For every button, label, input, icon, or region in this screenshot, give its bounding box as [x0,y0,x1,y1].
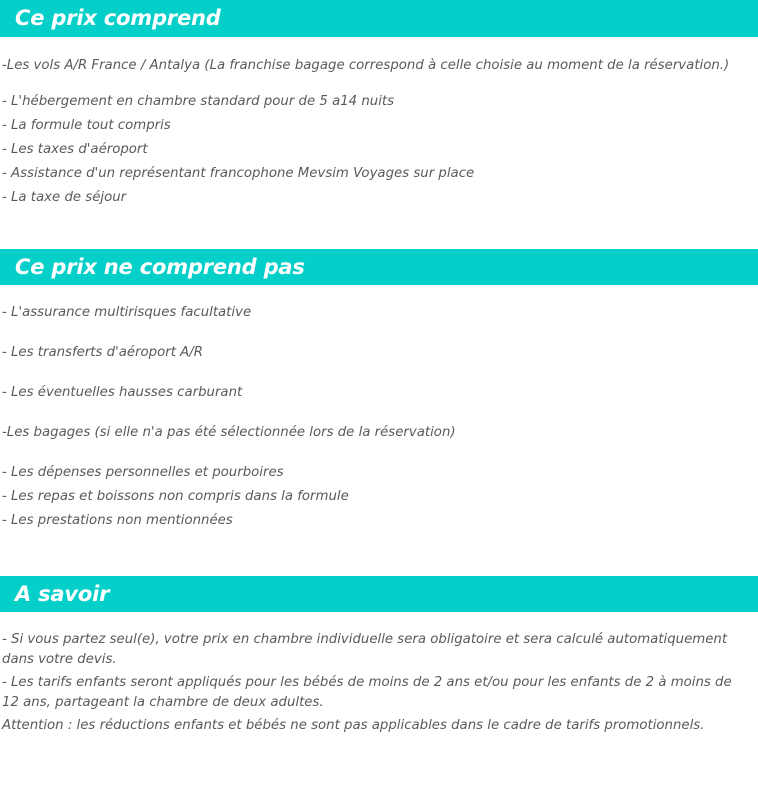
section-body-notes [0,612,758,736]
list-item: - Les transferts d'aéroport A/R [2,345,203,360]
list-item: - Les dépenses personnelles et pourboires [2,465,284,480]
section-header-excludes [0,249,758,285]
list-item: - Les repas et boissons non compris dans la formule [2,489,349,504]
section-spacer [0,529,758,576]
list-item: - Les taxes d'aéroport [2,142,148,157]
list-item: -Les vols A/R France / Antalya (La franchise bagage correspond à celle choisie au moment de la réservation.) [2,58,730,73]
section-spacer [0,206,758,249]
section-body-excludes [0,285,758,529]
list-item: -Les bagages (si elle n'a pas été sélectionnée lors de la réservation) [2,425,456,440]
list-item: - Assistance d'un représentant francophone Mevsim Voyages sur place [2,166,475,181]
list-item: - L'hébergement en chambre standard pour de 5 a14 nuits [2,94,395,109]
list-item: - Les éventuelles hausses carburant [2,385,243,400]
section-body-includes [0,37,758,206]
section-title-includes: Ce prix comprend [15,6,221,30]
list-item: - Si vous partez seul(e), votre prix en chambre individuelle sera obligatoire et sera calculé automatiquement dans votre devis. [2,632,728,667]
list-item: - L'assurance multirisques facultative [2,305,252,320]
list-item: - La formule tout compris [2,118,171,133]
list-item: - Les prestations non mentionnées [2,513,233,528]
list-item: - La taxe de séjour [2,190,127,205]
section-title-excludes: Ce prix ne comprend pas [15,254,305,279]
list-item: - Les tarifs enfants seront appliqués pour les bébés de moins de 2 ans et/ou pour les enfants de 2 à moins de 12 ans, partageant la chambre de deux adultes. [2,675,732,710]
section-title-notes: A savoir [15,581,110,606]
list-item: Attention : les réductions enfants et bébés ne sont pas applicables dans le cadre de tarifs promotionnels. [2,718,705,733]
section-header-notes [0,576,758,612]
section-header-includes [0,0,758,37]
